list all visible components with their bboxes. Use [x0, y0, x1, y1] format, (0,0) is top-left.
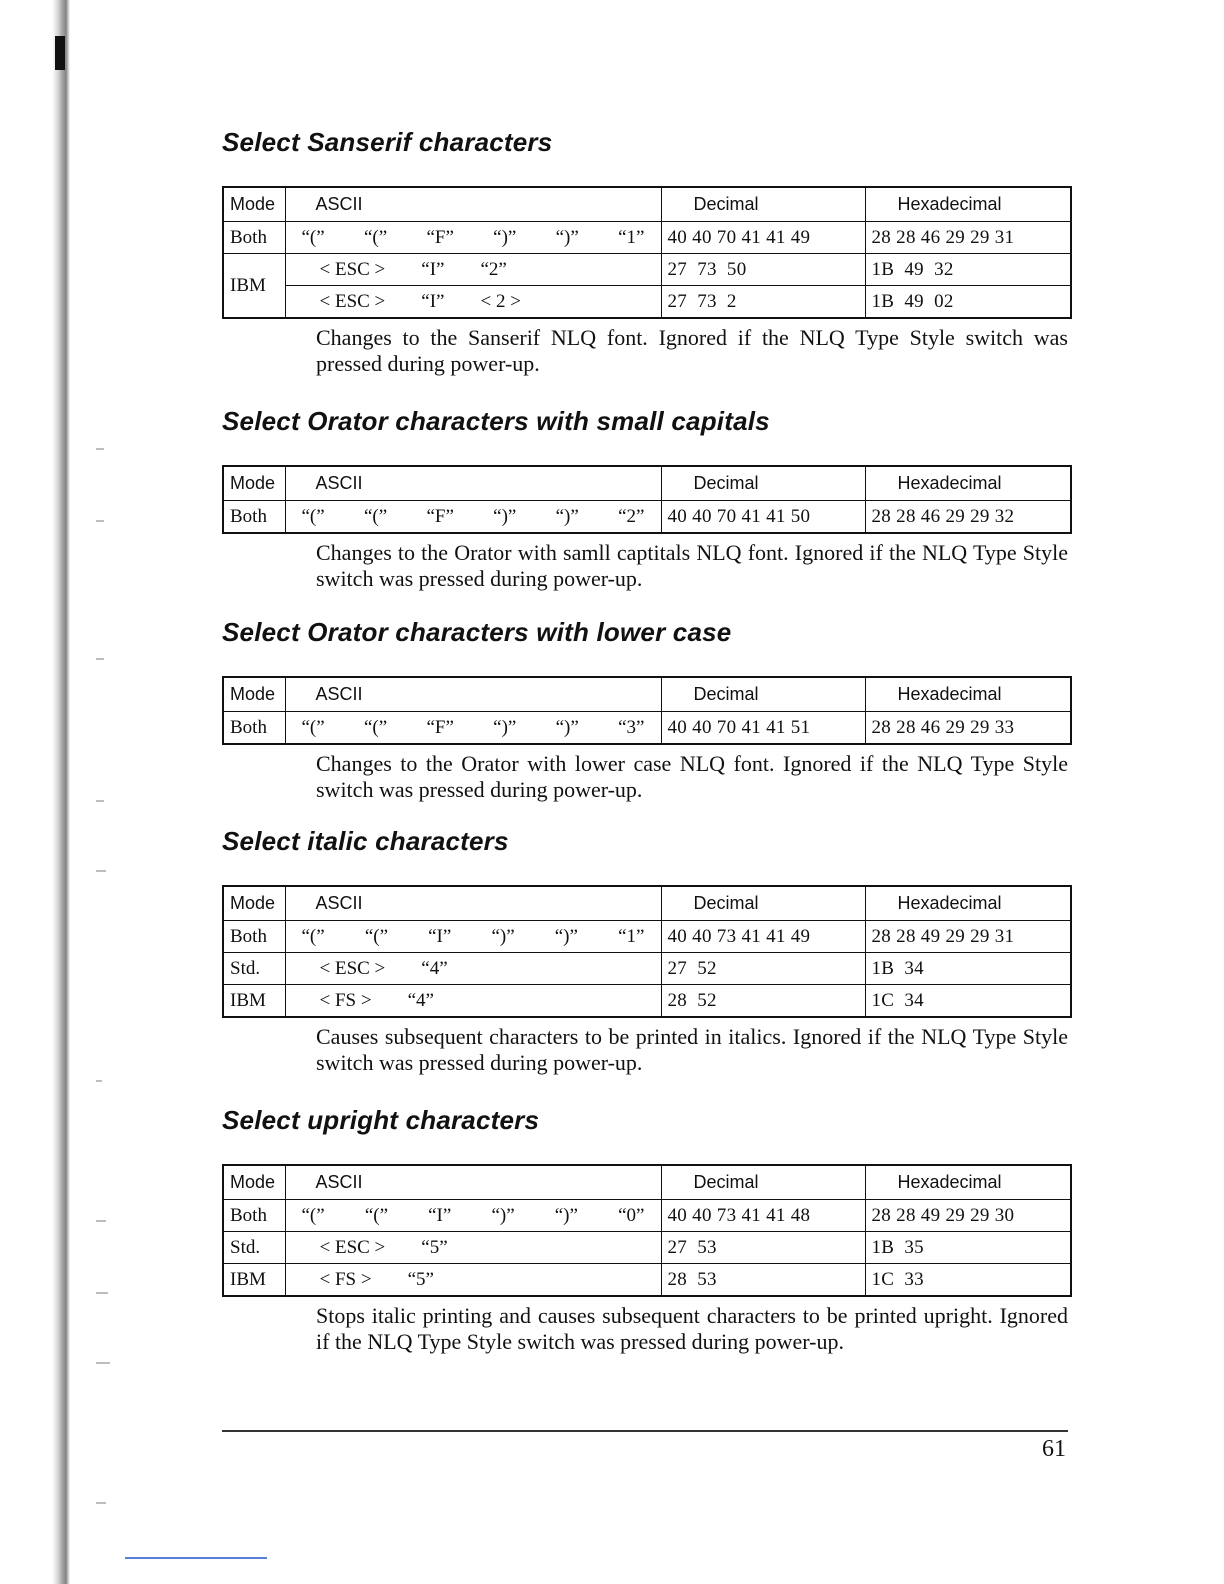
header-mode: Mode: [223, 677, 285, 712]
row-decimal: 40 40 73 41 41 48: [661, 1200, 865, 1232]
page-number: 61: [1042, 1436, 1066, 1462]
scan-registration-mark: [55, 36, 65, 70]
footer-rule: [222, 1430, 1068, 1432]
ascii-token: “5”: [407, 1268, 434, 1290]
scan-tick: [96, 448, 104, 450]
ascii-token: “(”: [363, 716, 388, 738]
table-row: [223, 921, 1071, 953]
ascii-token: “(”: [301, 226, 325, 248]
row-mode: IBM: [223, 985, 285, 1018]
ascii-token: “)”: [491, 1204, 515, 1226]
row-ascii: [285, 1232, 661, 1264]
scan-tick: [96, 870, 106, 872]
ascii-token: “I”: [428, 925, 452, 947]
table-row: [223, 953, 1071, 985]
command-table: [222, 1164, 1072, 1297]
section-title: Select upright characters: [222, 1105, 540, 1135]
ascii-token: “(”: [363, 226, 388, 248]
header-hexadecimal: Hexadecimal: [865, 1165, 1071, 1200]
row-decimal: 27 53: [661, 1232, 865, 1264]
row-hex: 28 28 46 29 29 33: [865, 712, 1071, 745]
section-description: Causes subsequent characters to be printed in italics. Ignored if the NLQ Type Style switch was pressed during power-up.: [316, 1024, 1068, 1075]
section-sanserif: [222, 126, 1070, 377]
row-hex: 1C 33: [865, 1264, 1071, 1297]
table-row: [223, 222, 1071, 254]
row-hex: 28 28 46 29 29 31: [865, 222, 1071, 254]
header-hexadecimal: Hexadecimal: [865, 677, 1071, 712]
ascii-token: “)”: [555, 716, 579, 738]
ascii-token: “)”: [493, 226, 517, 248]
ascii-token: “0”: [618, 1204, 645, 1226]
header-ascii: ASCII: [285, 466, 661, 501]
row-hex: 1B 49 02: [865, 286, 1071, 319]
row-ascii: [285, 1200, 661, 1232]
header-ascii: ASCII: [285, 886, 661, 921]
section-orator-small-capitals: [222, 405, 1070, 592]
section-description: Changes to the Orator with lower case NLQ font. Ignored if the NLQ Type Style switch was pressed during power-up.: [316, 751, 1068, 802]
ascii-token: “F”: [426, 226, 454, 248]
table-row: [223, 985, 1071, 1018]
row-ascii: [285, 712, 661, 745]
scan-tick: [96, 520, 104, 522]
ascii-token: “2”: [618, 505, 645, 527]
ascii-token: “(”: [364, 925, 389, 947]
header-decimal: Decimal: [661, 187, 865, 222]
ascii-token: “3”: [618, 716, 645, 738]
row-hex: 28 28 46 29 29 32: [865, 501, 1071, 534]
row-mode: Both: [223, 501, 285, 534]
row-mode: IBM: [223, 254, 285, 319]
table-row: [223, 501, 1071, 534]
row-mode: Std.: [223, 1232, 285, 1264]
ascii-token: < FS >: [319, 1268, 372, 1290]
header-mode: Mode: [223, 466, 285, 501]
row-ascii: [285, 222, 661, 254]
header-hexadecimal: Hexadecimal: [865, 187, 1071, 222]
row-mode: IBM: [223, 1264, 285, 1297]
command-table: [222, 465, 1072, 534]
ascii-token: “(”: [301, 505, 325, 527]
command-table: [222, 676, 1072, 745]
ascii-token: “5”: [421, 1236, 448, 1258]
section-upright: [222, 1104, 1070, 1355]
scan-tick: [96, 1292, 108, 1294]
row-ascii: [285, 921, 661, 953]
ascii-token: “4”: [421, 957, 448, 979]
ascii-token: “(”: [363, 505, 388, 527]
ascii-token: “2”: [480, 258, 507, 280]
table-header-row: [223, 1165, 1071, 1200]
scan-tick: [96, 800, 104, 802]
header-hexadecimal: Hexadecimal: [865, 886, 1071, 921]
row-ascii: [285, 501, 661, 534]
ascii-token: “)”: [554, 925, 578, 947]
table-row: [223, 286, 1071, 319]
ascii-token: “)”: [555, 226, 579, 248]
row-decimal: 40 40 70 41 41 50: [661, 501, 865, 534]
row-hex: 1B 34: [865, 953, 1071, 985]
scan-tick: [96, 658, 104, 660]
header-ascii: ASCII: [285, 187, 661, 222]
row-decimal: 28 53: [661, 1264, 865, 1297]
ascii-token: “)”: [493, 716, 517, 738]
table-row: [223, 1264, 1071, 1297]
ascii-token: < FS >: [319, 989, 372, 1011]
header-decimal: Decimal: [661, 1165, 865, 1200]
row-mode: Std.: [223, 953, 285, 985]
ascii-token: “)”: [493, 505, 517, 527]
table-row: [223, 254, 1071, 286]
row-ascii: [285, 953, 661, 985]
scan-tick: [96, 1220, 106, 1222]
row-hex: 28 28 49 29 29 31: [865, 921, 1071, 953]
scan-tick: [96, 1502, 106, 1504]
ascii-token: < ESC >: [319, 1236, 386, 1258]
ascii-token: “I”: [428, 1204, 452, 1226]
scan-tick: [96, 1362, 110, 1364]
header-mode: Mode: [223, 886, 285, 921]
command-table: [222, 885, 1072, 1018]
header-decimal: Decimal: [661, 466, 865, 501]
ascii-token: “I”: [421, 290, 445, 312]
ascii-token: < ESC >: [319, 258, 386, 280]
row-ascii: [285, 254, 661, 286]
row-mode: Both: [223, 921, 285, 953]
scan-left-edge: [0, 0, 70, 1584]
table-header-row: [223, 677, 1071, 712]
ascii-token: “1”: [618, 226, 645, 248]
ascii-token: “(”: [364, 1204, 389, 1226]
ascii-token: “(”: [301, 925, 325, 947]
header-ascii: ASCII: [285, 677, 661, 712]
ascii-token: “F”: [426, 505, 454, 527]
ascii-token: “1”: [618, 925, 645, 947]
ascii-token: “)”: [491, 925, 515, 947]
section-italic: [222, 825, 1070, 1076]
section-title: Select Sanserif characters: [222, 127, 553, 157]
row-decimal: 27 73 2: [661, 286, 865, 319]
ascii-token: “I”: [421, 258, 445, 280]
row-decimal: 28 52: [661, 985, 865, 1018]
ascii-token: “F”: [426, 716, 454, 738]
row-hex: 1B 35: [865, 1232, 1071, 1264]
header-ascii: ASCII: [285, 1165, 661, 1200]
ascii-token: “4”: [407, 989, 434, 1011]
row-ascii: [285, 985, 661, 1018]
ascii-token: < ESC >: [319, 957, 386, 979]
row-mode: Both: [223, 1200, 285, 1232]
ascii-token: “(”: [301, 1204, 325, 1226]
section-title: Select italic characters: [222, 826, 509, 856]
section-title: Select Orator characters with small capitals: [222, 406, 770, 436]
row-decimal: 40 40 73 41 41 49: [661, 921, 865, 953]
table-header-row: [223, 466, 1071, 501]
header-decimal: Decimal: [661, 677, 865, 712]
ascii-token: “(”: [301, 716, 325, 738]
header-mode: Mode: [223, 187, 285, 222]
row-mode: Both: [223, 712, 285, 745]
row-decimal: 27 52: [661, 953, 865, 985]
section-description: Stops italic printing and causes subsequent characters to be printed upright. Ignored if the NLQ Type Style switch was pressed during power-up.: [316, 1303, 1068, 1354]
row-mode: Both: [223, 222, 285, 254]
row-hex: 1B 49 32: [865, 254, 1071, 286]
row-ascii: [285, 1264, 661, 1297]
section-title: Select Orator characters with lower case: [222, 617, 732, 647]
header-mode: Mode: [223, 1165, 285, 1200]
ascii-token: < ESC >: [319, 290, 386, 312]
row-hex: 1C 34: [865, 985, 1071, 1018]
section-description: Changes to the Orator with samll captitals NLQ font. Ignored if the NLQ Type Style switch was pressed during power-up.: [316, 540, 1068, 591]
table-header-row: [223, 886, 1071, 921]
row-hex: 28 28 49 29 29 30: [865, 1200, 1071, 1232]
row-ascii: [285, 286, 661, 319]
ascii-token: “)”: [554, 1204, 578, 1226]
command-table: [222, 186, 1072, 319]
ascii-token: “)”: [555, 505, 579, 527]
scan-bottom-line: [125, 1557, 267, 1559]
table-row: [223, 1200, 1071, 1232]
section-description: Changes to the Sanserif NLQ font. Ignored if the NLQ Type Style switch was pressed during power-up.: [316, 325, 1068, 376]
section-orator-lower-case: [222, 616, 1070, 803]
table-header-row: [223, 187, 1071, 222]
header-decimal: Decimal: [661, 886, 865, 921]
ascii-token: < 2 >: [480, 290, 521, 312]
row-decimal: 27 73 50: [661, 254, 865, 286]
table-row: [223, 712, 1071, 745]
scan-tick: [96, 1080, 102, 1082]
header-hexadecimal: Hexadecimal: [865, 466, 1071, 501]
row-decimal: 40 40 70 41 41 51: [661, 712, 865, 745]
row-decimal: 40 40 70 41 41 49: [661, 222, 865, 254]
table-row: [223, 1232, 1071, 1264]
